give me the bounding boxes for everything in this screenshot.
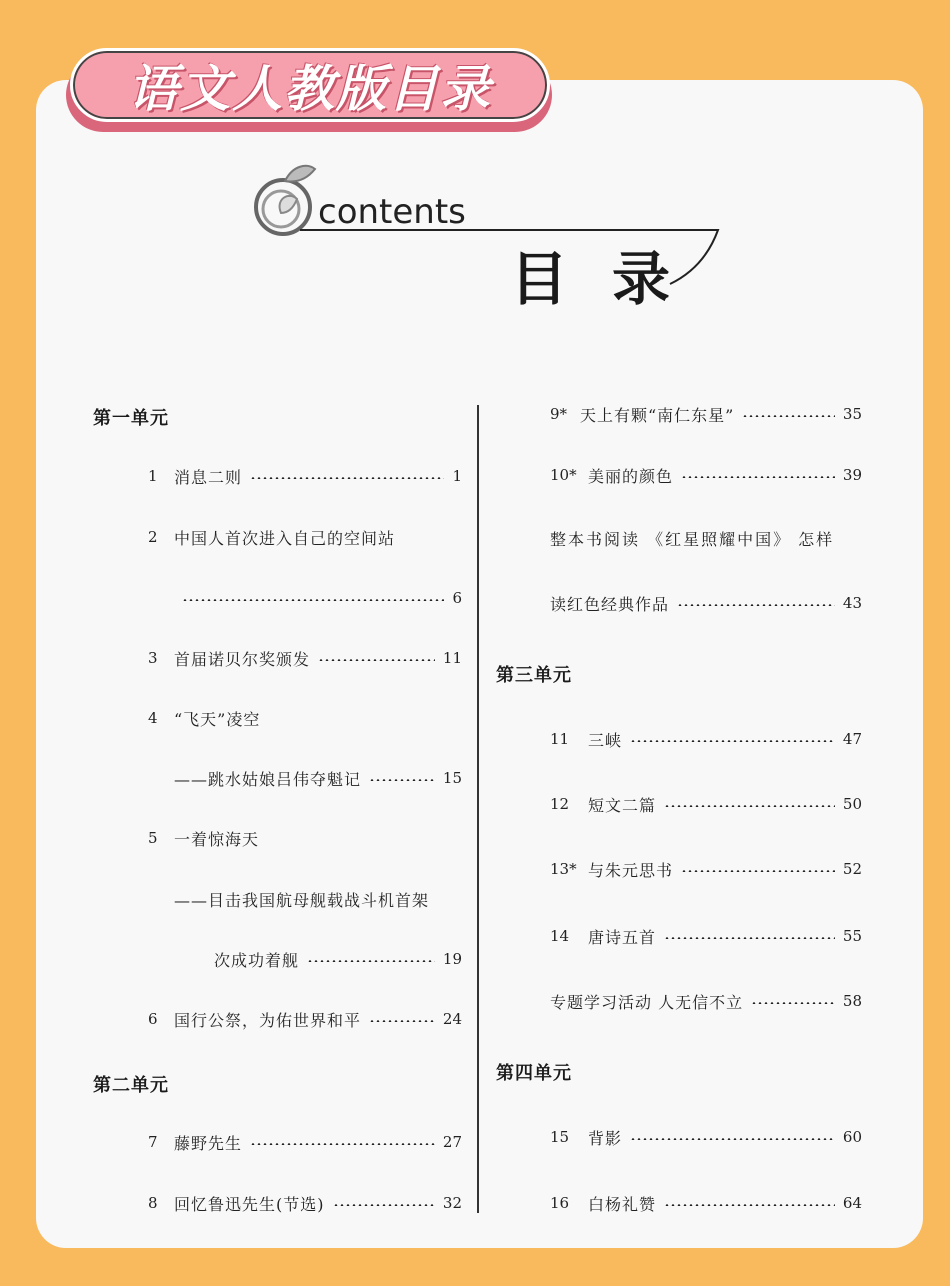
toc-entry-continued[interactable] [174,586,462,610]
toc-entry[interactable] [550,526,862,550]
entry-page: 11 [442,649,462,667]
entry-number: 9* [550,405,568,423]
entry-number: 8 [148,1194,158,1212]
toc-entry-continued[interactable] [174,766,462,790]
entry-page: 32 [442,1194,462,1212]
column-divider [477,405,479,1213]
entry-title: 与朱元思书 [588,860,674,880]
dot-leader [681,476,835,478]
dot-leader [333,1204,435,1206]
entry-page: 15 [442,769,462,787]
toc-entry[interactable] [148,525,462,549]
entry-number: 2 [148,528,158,546]
dot-leader [751,1002,835,1004]
entry-title: 三峡 [588,730,623,750]
entry-page: 50 [842,795,862,813]
entry-title: 藤野先生 [174,1133,243,1153]
unit-heading-3: 第三单元 [496,665,572,686]
entry-number: 7 [148,1133,158,1151]
dot-leader [369,779,435,781]
dot-leader [677,604,835,606]
entry-page: 35 [842,405,862,423]
entry-number: 6 [148,1010,158,1028]
entry-number: 11 [550,730,570,748]
entry-title: 白杨礼赞 [588,1194,657,1214]
entry-title: 国行公祭，为佑世界和平 [174,1010,362,1030]
entry-title: 美丽的颜色 [588,466,674,486]
dot-leader [182,599,444,601]
dot-leader [307,960,435,962]
toc-entry[interactable] [148,1191,462,1215]
entry-title: 专题学习活动 人无信不立 [550,992,744,1012]
toc-entry[interactable] [148,1007,462,1031]
entry-subtitle: ——跳水姑娘吕伟夺魁记 [174,769,362,789]
contents-heading: contents [318,192,466,232]
entry-title: 背影 [588,1128,623,1148]
dot-leader [664,805,835,807]
entry-page: 64 [842,1194,862,1212]
toc-entry[interactable] [148,464,462,488]
toc-entry[interactable] [148,1130,462,1154]
dot-leader [318,659,435,661]
unit-heading-4: 第四单元 [496,1063,572,1084]
unit-heading-2: 第二单元 [93,1075,169,1096]
toc-entry-continued[interactable] [550,591,862,615]
entry-page: 55 [842,927,862,945]
entry-page: 43 [842,594,862,612]
entry-title: “飞天”凌空 [174,709,261,729]
entry-number: 16 [550,1194,570,1212]
title-banner [70,48,550,122]
entry-number: 13* [550,860,577,878]
entry-subtitle: ——目击我国航母舰载战斗机首架 [174,890,430,910]
toc-entry[interactable] [550,1191,862,1215]
entry-number: 4 [148,709,158,727]
entry-page: 39 [842,466,862,484]
entry-title: 唐诗五首 [588,927,657,947]
entry-number: 3 [148,649,158,667]
dot-leader [664,937,835,939]
entry-title: 天上有颗“南仁东星” [580,405,735,425]
catalog-heading: 目录 [510,245,715,313]
entry-title: 短文二篇 [588,795,657,815]
entry-title: 回忆鲁迅先生(节选) [174,1194,325,1214]
entry-number: 5 [148,829,158,847]
toc-entry-continued[interactable] [174,887,462,911]
entry-page: 47 [842,730,862,748]
entry-title: 一着惊海天 [174,829,260,849]
entry-title: 中国人首次进入自己的空间站 [174,528,396,548]
dot-leader [664,1204,835,1206]
entry-number: 14 [550,927,570,945]
entry-title: 首届诺贝尔奖颁发 [174,649,311,669]
entry-number: 10* [550,466,577,484]
entry-page: 60 [842,1128,862,1146]
entry-page: 27 [442,1133,462,1151]
toc-entry[interactable] [550,1125,862,1149]
dot-leader [630,740,835,742]
entry-page: 19 [442,950,462,968]
toc-entry[interactable] [148,646,462,670]
toc-entry[interactable] [148,706,462,730]
toc-entry[interactable] [550,857,862,881]
banner-title: 语文人教版目录 [128,60,492,118]
dot-leader [250,1143,435,1145]
entry-title: 整本书阅读 《红星照耀中国》 怎样 [550,529,835,549]
entry-page: 6 [452,589,462,607]
entry-number: 15 [550,1128,570,1146]
dot-leader [681,870,835,872]
entry-page: 58 [842,992,862,1010]
entry-number: 1 [148,467,158,485]
dot-leader [369,1020,435,1022]
entry-number: 12 [550,795,570,813]
entry-subtitle: 次成功着舰 [214,950,300,970]
toc-entry-continued[interactable] [214,947,462,971]
toc-entry[interactable] [148,826,462,850]
toc-entry[interactable] [550,463,862,487]
entry-title: 读红色经典作品 [550,594,670,614]
entry-page: 52 [842,860,862,878]
dot-leader [630,1138,835,1140]
toc-entry[interactable] [550,924,862,948]
toc-entry[interactable] [550,792,862,816]
entry-page: 1 [452,467,462,485]
toc-entry[interactable] [550,727,862,751]
dot-leader [250,477,444,479]
toc-entry[interactable] [550,989,862,1013]
entry-page: 24 [442,1010,462,1028]
toc-entry[interactable] [550,402,862,426]
unit-heading-1: 第一单元 [93,408,169,429]
dot-leader [742,415,835,417]
entry-title: 消息二则 [174,467,243,487]
